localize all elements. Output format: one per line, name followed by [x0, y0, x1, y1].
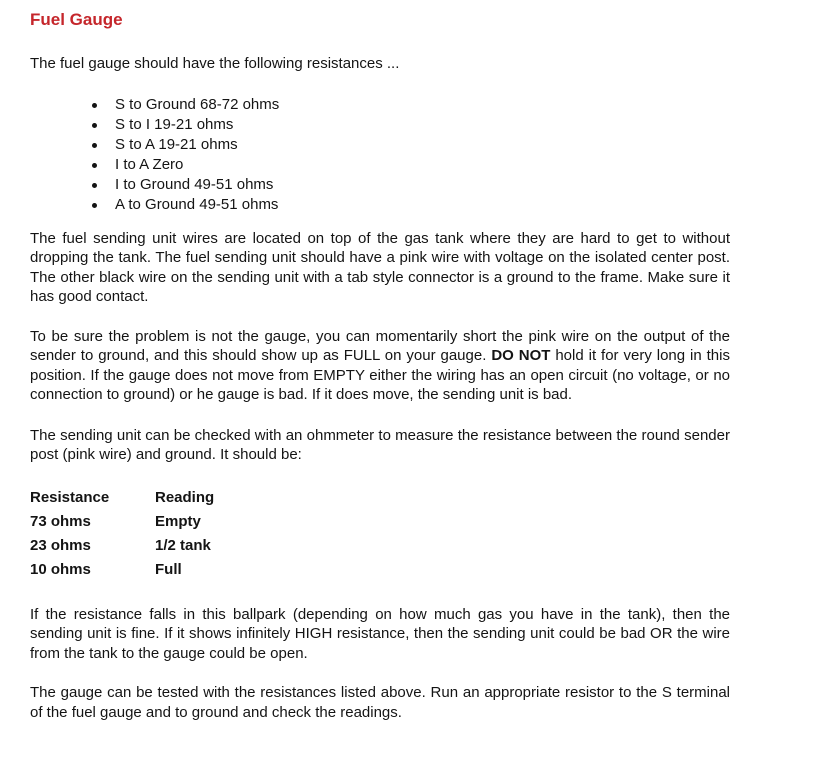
page-title: Fuel Gauge [30, 10, 123, 29]
list-item-text: I to Ground 49-51 ohms [115, 175, 274, 193]
table-cell-resistance: 10 ohms [30, 561, 91, 578]
short-test-text: To be sure the problem is not the gauge, you can momentarily short the pink wire on the output of the sender to ground, and this should show up as FULL on your gauge. [30, 327, 730, 364]
resistance-reading-table [30, 486, 214, 582]
do-not-warning: DO NOT [491, 347, 551, 364]
paragraph-gauge-testing: The gauge can be tested with the resistances listed above. Run an appropriate resistor to the S terminal of the fuel gauge and to ground and check the readings. [30, 684, 730, 721]
table-header-resistance: Resistance [30, 489, 110, 506]
paragraph-ballpark: If the resistance falls in this ballpark (depending on how much gas you have in the tank), then the sending unit is fine. If it shows infinitely HIGH resistance, then the sending unit could be bad OR the wire from the tank to the gauge could be open. [30, 605, 730, 662]
table-cell-reading: Full [155, 561, 182, 578]
table-cell-reading: 1/2 tank [155, 537, 211, 554]
list-item [115, 115, 730, 135]
table-cell-reading: Empty [155, 513, 201, 530]
table-cell-resistance: 73 ohms [30, 513, 91, 530]
list-item [115, 175, 730, 195]
list-item-text: A to Ground 49-51 ohms [115, 195, 279, 213]
list-item [115, 95, 730, 115]
list-item [115, 195, 730, 215]
table-row [30, 510, 214, 534]
table-row [30, 534, 214, 558]
short-test-text: hold it for very long in this position. If the gauge does not move from EMPTY either the wiring has an open circuit (no voltage, or no connection to ground) or he gauge is bad. If it does move, the sending unit is bad. [30, 347, 730, 403]
paragraph-short-test [30, 327, 730, 405]
list-item [115, 155, 730, 175]
intro-paragraph: The fuel gauge should have the following resistances ... [30, 55, 400, 72]
table-row [30, 558, 214, 582]
table-cell-resistance: 23 ohms [30, 537, 91, 554]
paragraph-ohmmeter: The sending unit can be checked with an ohmmeter to measure the resistance between the round sender post (pink wire) and ground. It should be: [30, 426, 730, 463]
list-item-text: S to A 19-21 ohms [115, 135, 238, 153]
list-item-text: S to Ground 68-72 ohms [115, 95, 280, 113]
paragraph-sending-unit: The fuel sending unit wires are located on top of the gas tank where they are hard to get to without dropping the tank. The fuel sending unit should have a pink wire with voltage on the isolated center post. The other black wire on the sending unit with a tab style connector is a ground to the frame. Make sure it has good contact. [30, 229, 730, 305]
resistance-bullet-list [30, 95, 730, 215]
list-item [115, 135, 730, 155]
list-item-text: I to A Zero [115, 155, 184, 173]
list-item-text: S to I 19-21 ohms [115, 115, 234, 133]
table-header-row [30, 486, 214, 510]
table-header-reading: Reading [155, 489, 215, 506]
